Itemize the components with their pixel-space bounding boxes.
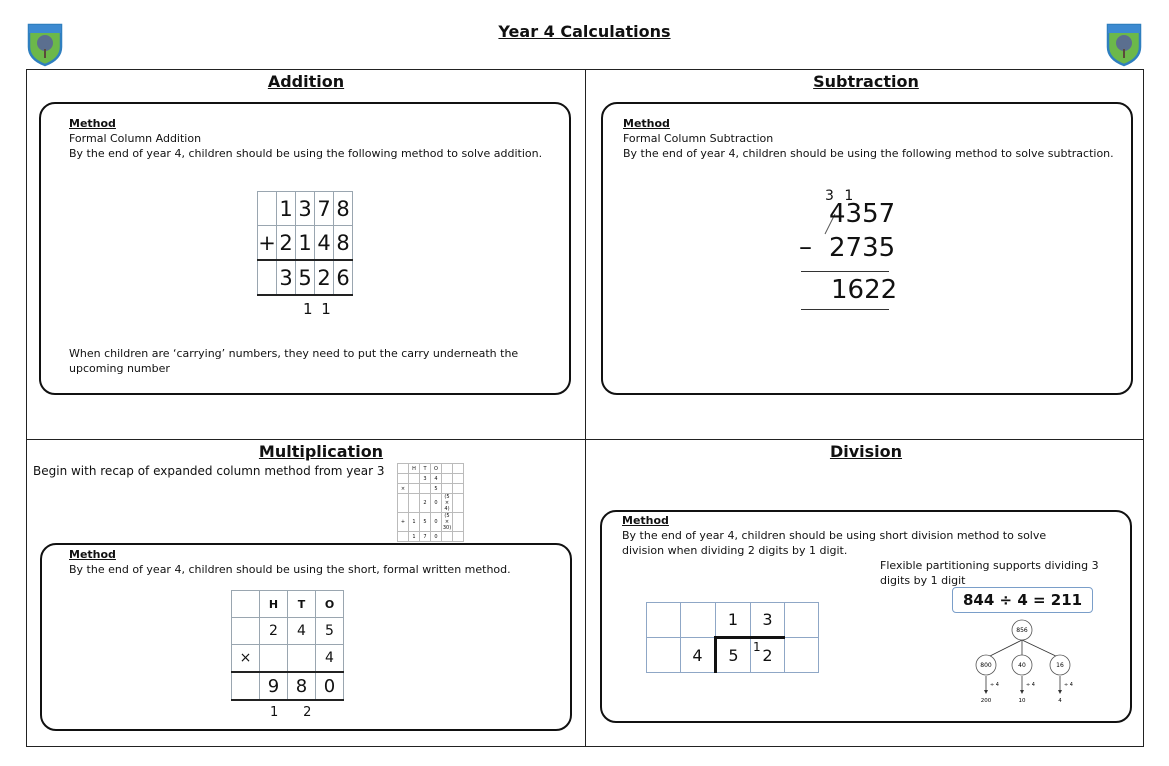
- tree-result-1: 10: [1018, 698, 1026, 704]
- multiplication-intro: By the end of year 4, children should be using the short, formal written method.: [69, 563, 511, 576]
- tree-op-0: ÷ 4: [990, 682, 999, 688]
- tree-op-2: ÷ 4: [1064, 682, 1073, 688]
- addition-note: When children are ‘carrying’ numbers, they need to put the carry underneath the upcoming number: [69, 347, 519, 375]
- addition-method-box: [39, 102, 571, 395]
- addition-carries: 1 1: [303, 300, 333, 318]
- page-title: Year 4 Calculations: [498, 22, 671, 41]
- division-equation: 844 ÷ 4 = 211: [952, 587, 1093, 613]
- subtraction-top-number: 4357: [829, 199, 896, 229]
- addition-row-1: 1 3 7 8: [258, 192, 353, 226]
- subtraction-intro: By the end of year 4, children should be using the following method to solve subtraction.: [623, 147, 1114, 160]
- division-intro: By the end of year 4, children should be using short division method to solve division when dividing 2 digits by 1 digit.: [622, 529, 1047, 557]
- multiplication-carries: 1 2: [270, 705, 312, 720]
- addition-row-2: + 2 1 4 8: [258, 226, 353, 261]
- multiplication-method-box: [40, 543, 572, 731]
- addition-row-answer: 3 5 2 6: [258, 260, 353, 295]
- tree-part-0: 800: [980, 662, 992, 669]
- division-method-heading: Method: [622, 514, 669, 527]
- division-short-table: 1 3 4 5 1 2: [646, 602, 819, 673]
- subtraction-title: Subtraction: [813, 72, 919, 91]
- multiplication-column-table: H T O 2 4 5 × 4 9 8 0: [231, 590, 344, 701]
- school-crest-right-icon: [1106, 23, 1142, 67]
- tree-part-1: 40: [1018, 662, 1026, 669]
- tree-root: 856: [1016, 627, 1028, 634]
- multiplication-method-heading: Method: [69, 548, 116, 561]
- subtraction-line-top: [801, 271, 889, 272]
- subtraction-bottom-number: 2735: [829, 233, 896, 263]
- multiplication-expanded-grid: H T O 3 4 × 5 2 0 (5 × 4) + 1 5 0 (5 × 30) 1 7 0: [397, 463, 464, 542]
- addition-method-name: Formal Column Addition: [69, 132, 202, 145]
- division-carry-digit: 1: [753, 640, 761, 654]
- division-flex-text: Flexible partitioning supports dividing 3 digits by 1 digit: [880, 559, 1099, 587]
- subtraction-operator: –: [799, 232, 812, 262]
- subtraction-method-name: Formal Column Subtraction: [623, 132, 774, 145]
- subtraction-line-bottom: [801, 309, 889, 310]
- subtraction-method-box: [601, 102, 1133, 395]
- school-crest-left-icon: [27, 23, 63, 67]
- division-title: Division: [829, 442, 903, 461]
- addition-title: Addition: [267, 72, 345, 91]
- addition-intro: By the end of year 4, children should be using the following method to solve addition.: [69, 147, 543, 160]
- multiplication-title: Multiplication: [258, 442, 384, 461]
- tree-part-2: 16: [1056, 662, 1064, 669]
- subtraction-exchange-digits: 3 1: [825, 188, 857, 204]
- division-method-box: [600, 510, 1132, 723]
- tree-result-0: 200: [980, 698, 992, 704]
- multiplication-recap: Begin with recap of expanded column method from year 3: [33, 464, 385, 478]
- grid-divider-horizontal: [26, 439, 1144, 440]
- division-partition-tree: [962, 618, 1082, 714]
- tree-result-2: 4: [1058, 698, 1062, 704]
- subtraction-result: 1622: [831, 275, 898, 305]
- addition-method-heading: Method: [69, 117, 116, 130]
- tree-op-1: ÷ 4: [1026, 682, 1035, 688]
- addition-column-table: [257, 191, 353, 296]
- subtraction-method-heading: Method: [623, 117, 670, 130]
- grid-divider-vertical: [585, 69, 586, 747]
